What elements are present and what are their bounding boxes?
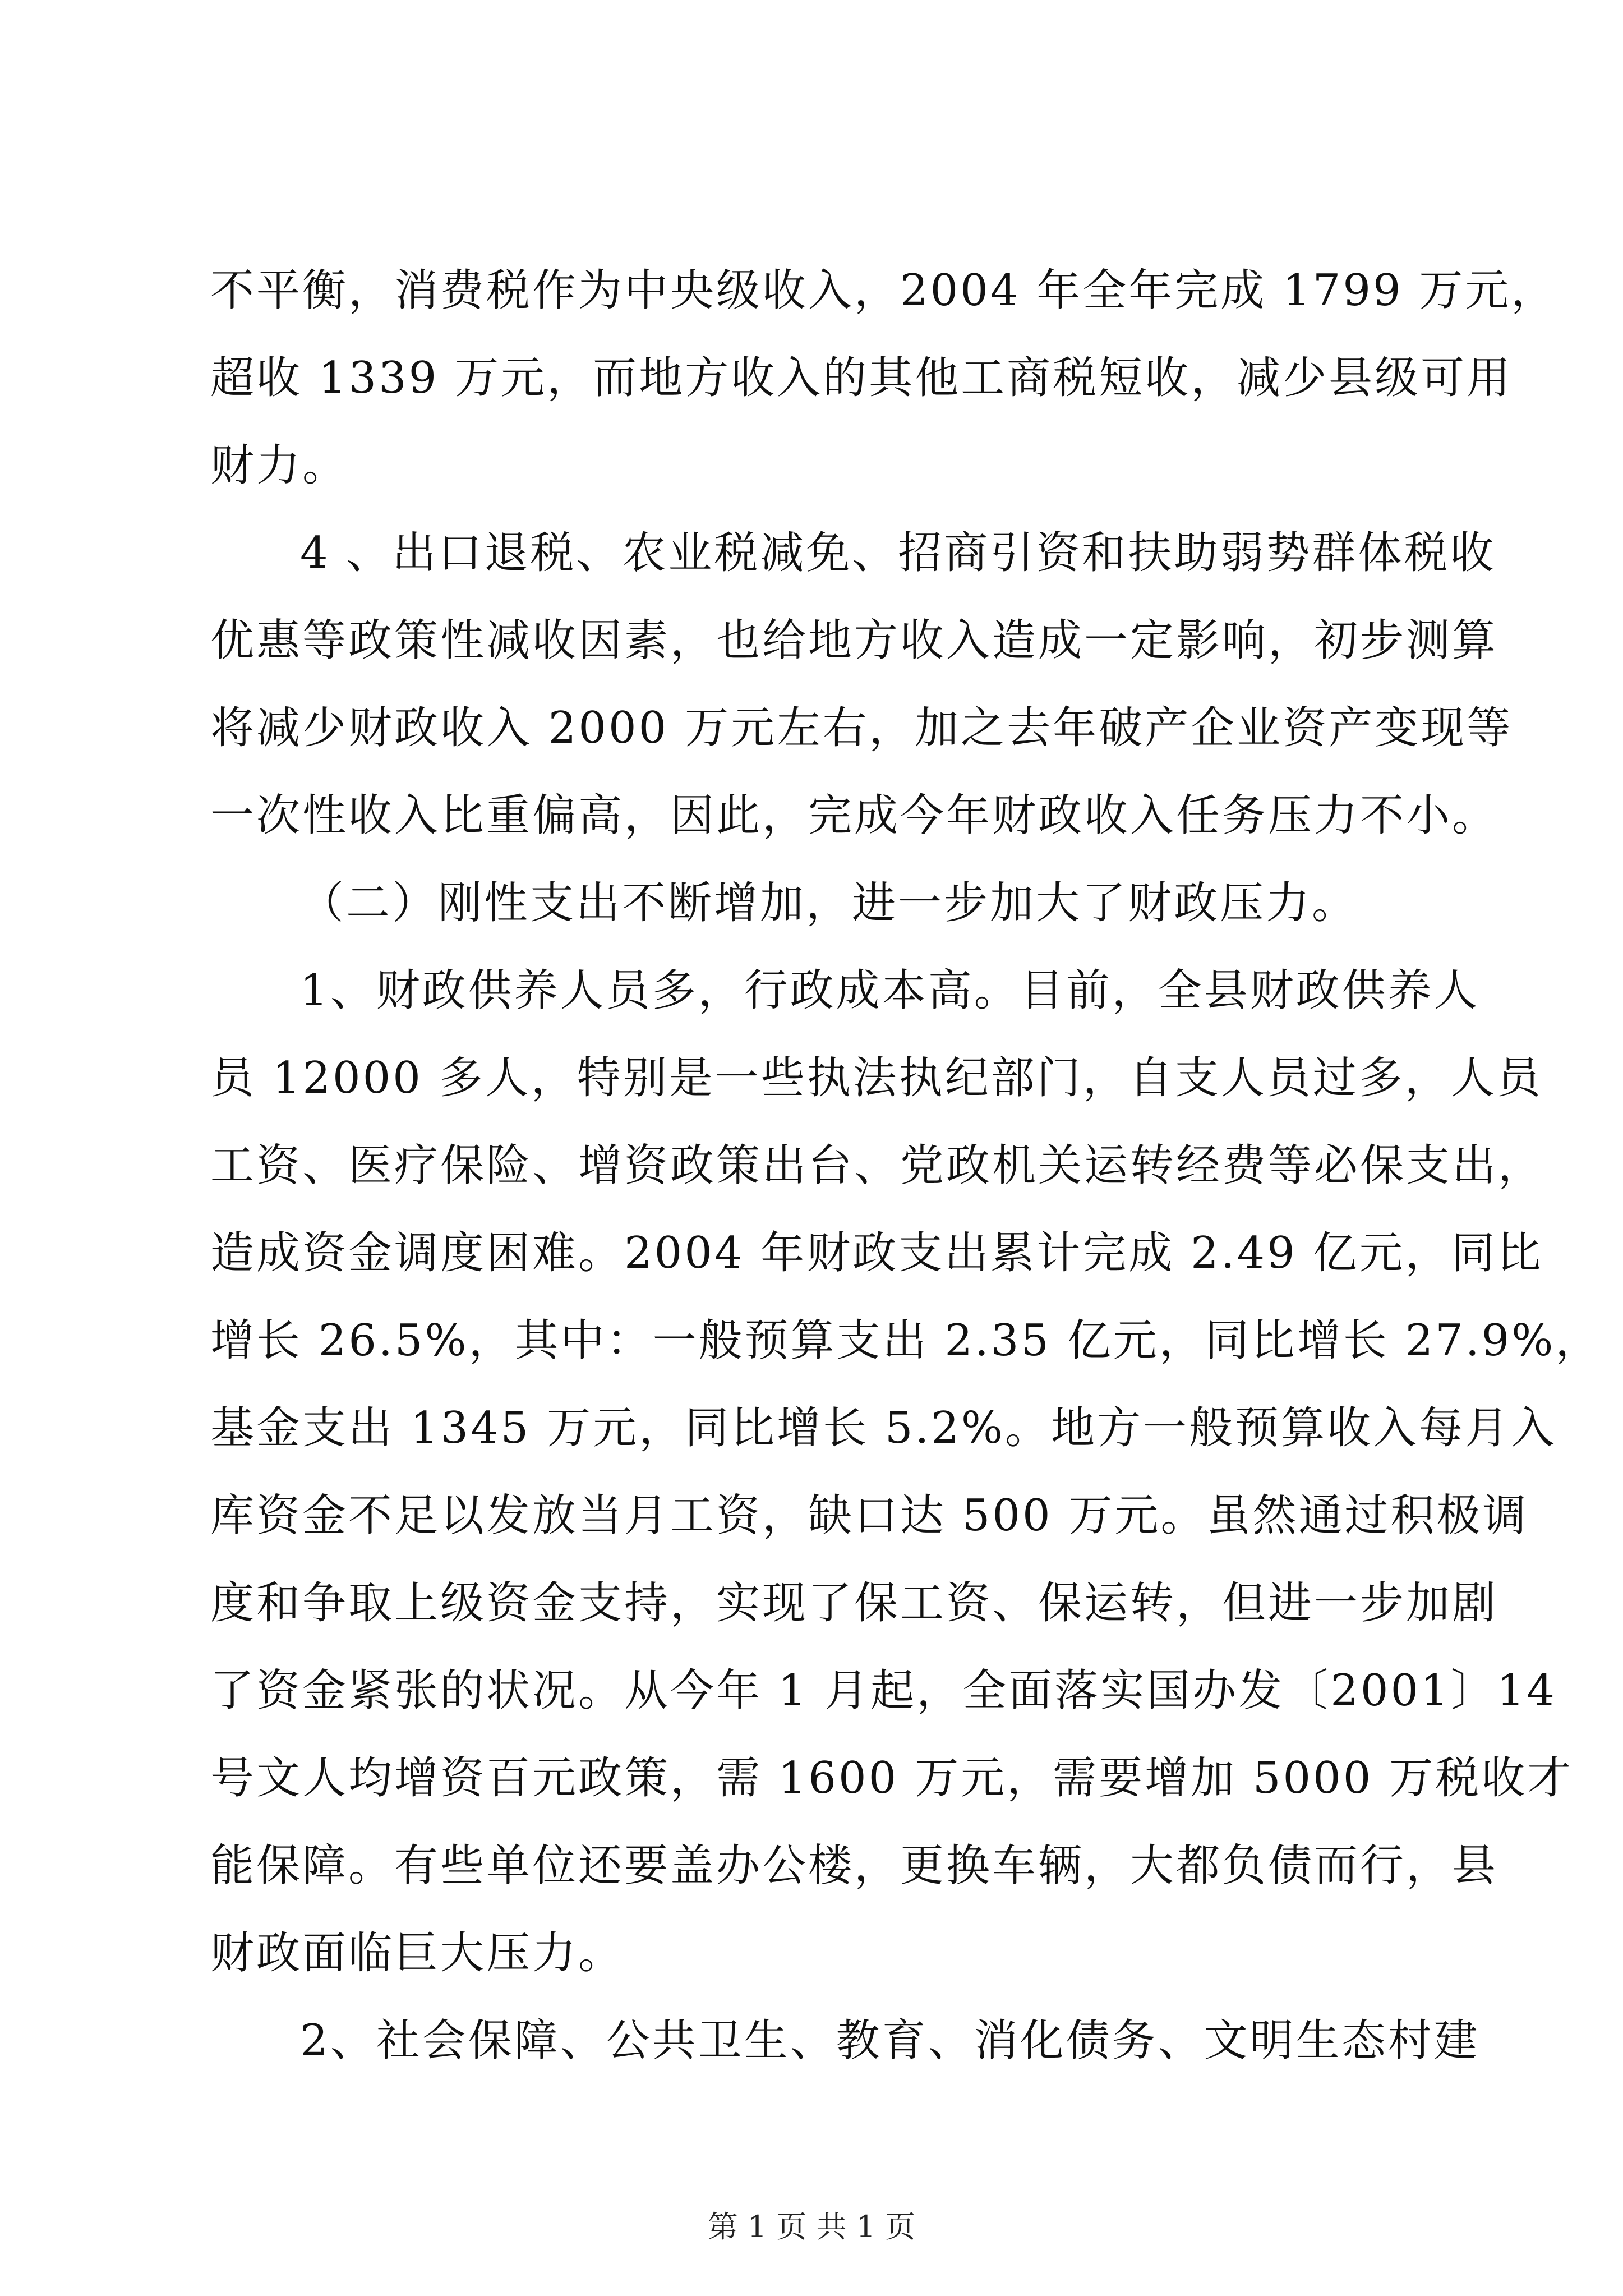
page-footer: 第 1 页 共 1 页 <box>707 2209 916 2244</box>
text-line: 了资金紧张的状况。从今年 1 月起，全面落实国办发〔2001〕14 <box>210 1665 1557 1716</box>
paragraph-start-line: 4 、出口退税、农业税减免、招商引资和扶助弱势群体税收 <box>300 528 1496 578</box>
text-line: 不平衡，消费税作为中央级收入，2004 年全年完成 1799 万元， <box>210 265 1557 316</box>
text-line: 号文人均增资百元政策，需 1600 万元，需要增加 5000 万税收才 <box>210 1753 1574 1803</box>
text-line: 财政面临巨大压力。 <box>210 1928 625 1978</box>
text-line: 一次性收入比重偏高，因此，完成今年财政收入任务压力不小。 <box>210 790 1498 841</box>
text-line: 度和争取上级资金支持，实现了保工资、保运转，但进一步加剧 <box>210 1578 1498 1628</box>
text-line: 优惠等政策性减收因素，也给地方收入造成一定影响，初步测算 <box>210 615 1498 666</box>
text-line: 工资、医疗保险、增资政策出台、党政机关运转经费等必保支出， <box>210 1140 1544 1191</box>
section-heading: （二）刚性支出不断增加，进一步加大了财政压力。 <box>300 878 1358 928</box>
text-line: 员 12000 多人，特别是一些执法执纪部门，自支人员过多，人员 <box>210 1053 1543 1103</box>
text-line: 基金支出 1345 万元，同比增长 5.2%。地方一般预算收入每月入 <box>210 1403 1557 1453</box>
text-line: 增长 26.5%，其中：一般预算支出 2.35 亿元，同比增长 27.9%， <box>210 1315 1602 1366</box>
paragraph-start-line: 2、社会保障、公共卫生、教育、消化债务、文明生态村建 <box>300 2016 1480 2066</box>
text-line: 能保障。有些单位还要盖办公楼，更换车辆，大都负债而行，县 <box>210 1841 1498 1891</box>
text-line: 将减少财政收入 2000 万元左右，加之去年破产企业资产变现等 <box>210 703 1513 753</box>
paragraph-start-line: 1、财政供养人员多，行政成本高。目前，全县财政供养人 <box>300 965 1480 1016</box>
text-line: 财力。 <box>210 440 349 491</box>
document-body <box>210 247 1602 2085</box>
text-line: 库资金不足以发放当月工资，缺口达 500 万元。虽然通过积极调 <box>210 1490 1529 1541</box>
text-line: 超收 1339 万元，而地方收入的其他工商税短收，减少县级可用 <box>210 353 1513 403</box>
text-line: 造成资金调度困难。2004 年财政支出累计完成 2.49 亿元，同比 <box>210 1228 1543 1278</box>
